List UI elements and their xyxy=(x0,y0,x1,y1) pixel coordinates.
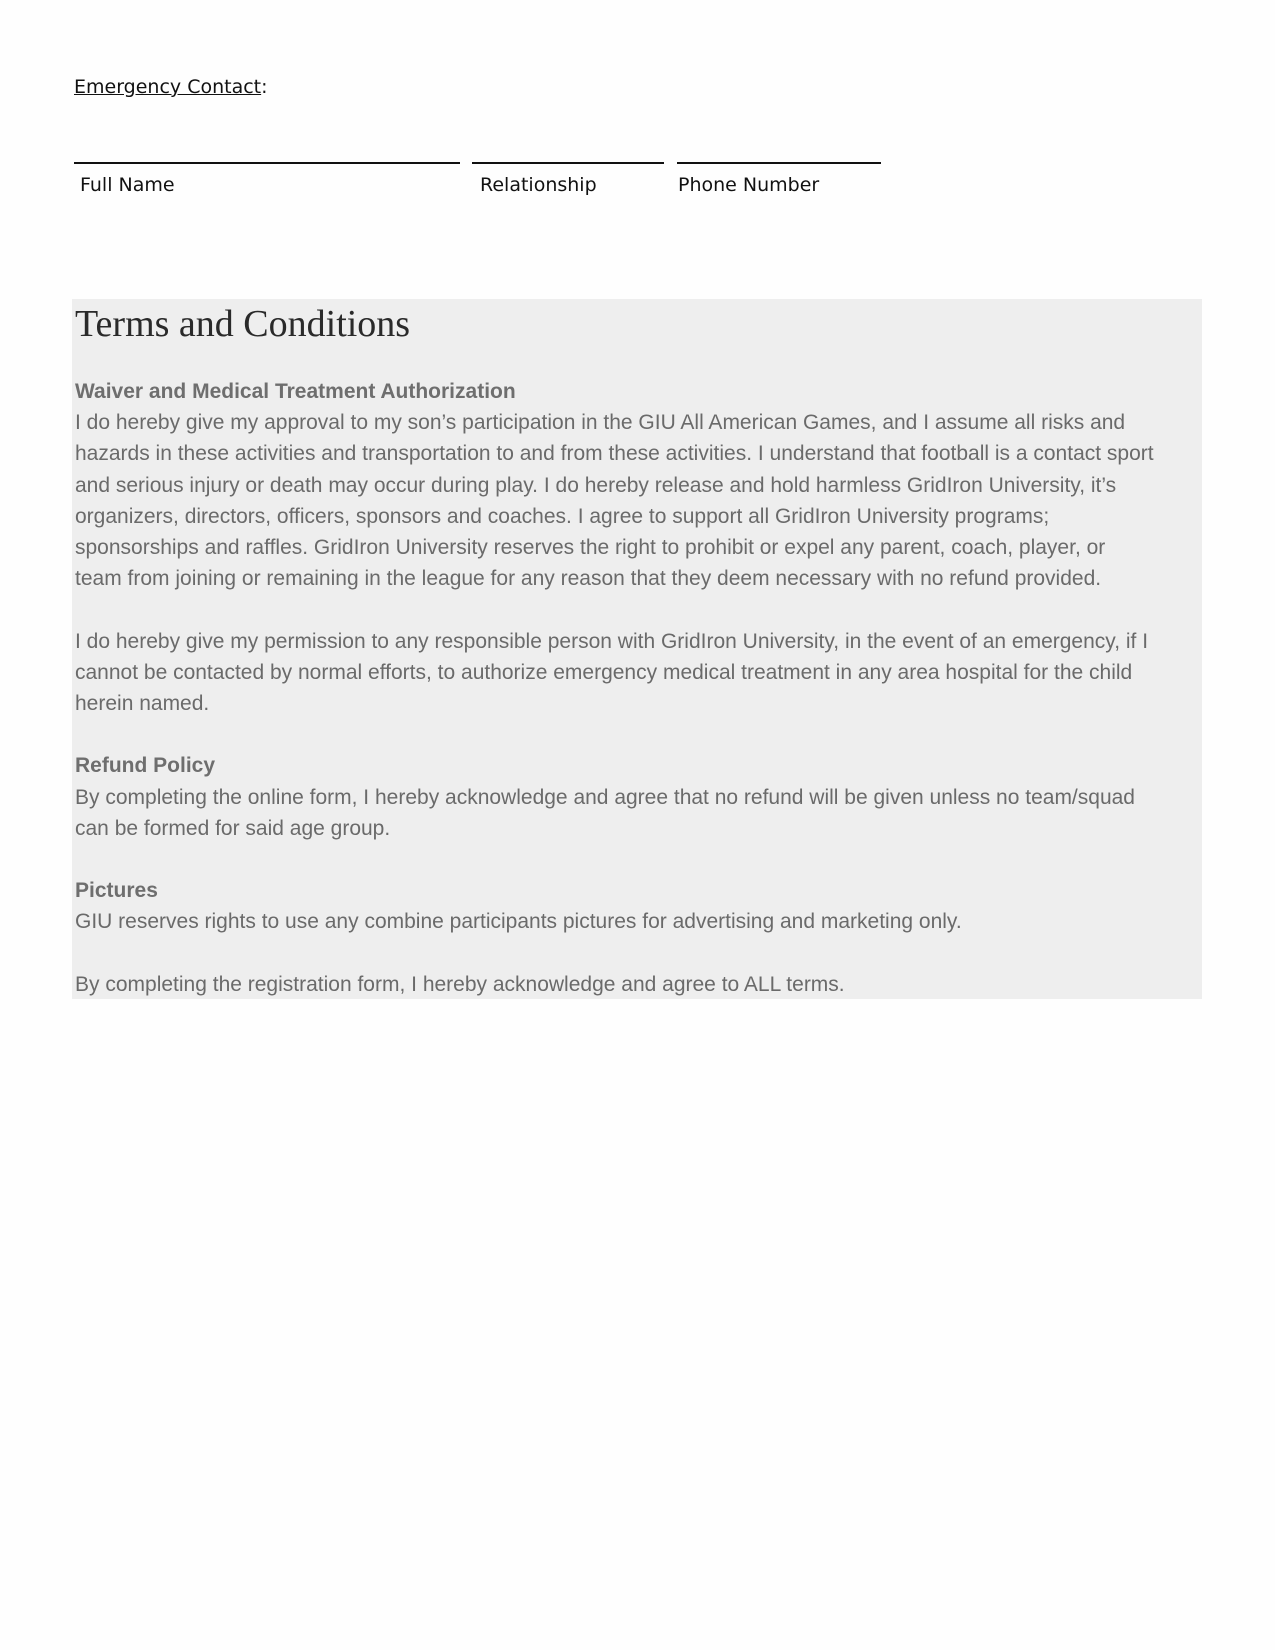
paragraph-gap xyxy=(75,594,1205,625)
permission-text-line: cannot be contacted by normal efforts, to authorize emergency medical treatment in any area hospital for the child xyxy=(75,660,1133,684)
phone-number-label: Phone Number xyxy=(678,174,820,196)
terms-body xyxy=(75,376,1205,1000)
phone-number-blank-line[interactable] xyxy=(677,162,881,164)
terms-section xyxy=(72,299,1202,999)
permission-text-line: herein named. xyxy=(75,692,210,716)
pictures-text-line: GIU reserves rights to use any combine participants pictures for advertising and marketing only. xyxy=(75,910,962,934)
waiver-text-line: I do hereby give my approval to my son’s participation in the GIU All American Games, and I assume all risks and xyxy=(75,411,1126,435)
waiver-text-line: sponsorships and raffles. GridIron University reserves the right to prohibit or expel any parent, coach, player, or xyxy=(75,536,1106,560)
paragraph-gap xyxy=(75,719,1205,750)
permission-text-line: I do hereby give my permission to any responsible person with GridIron University, in the event of an emergency, if I xyxy=(75,629,1149,653)
paragraph-gap xyxy=(75,844,1205,875)
waiver-text-line: team from joining or remaining in the league for any reason that they deem necessary with no refund provided. xyxy=(75,567,1102,591)
emergency-contact-label: Emergency Contact: xyxy=(74,76,268,98)
refund-text-line: can be formed for said age group. xyxy=(75,816,391,840)
refund-heading: Refund Policy xyxy=(75,754,216,778)
waiver-heading: Waiver and Medical Treatment Authorization xyxy=(75,380,516,403)
pictures-heading: Pictures xyxy=(75,879,158,903)
paragraph-gap xyxy=(75,938,1205,969)
waiver-text-line: hazards in these activities and transportation to and from these activities. I understand that football is a contact sport xyxy=(75,442,1154,466)
terms-title: Terms and Conditions xyxy=(75,303,411,345)
agreement-text-line: By completing the registration form, I hereby acknowledge and agree to ALL terms. xyxy=(75,972,845,996)
relationship-blank-line[interactable] xyxy=(472,162,664,164)
waiver-text-line: organizers, directors, officers, sponsors and coaches. I agree to support all GridIron University programs; xyxy=(75,504,1050,528)
relationship-label: Relationship xyxy=(480,174,597,196)
refund-text-line: By completing the online form, I hereby acknowledge and agree that no refund will be given unless no team/squad xyxy=(75,785,1135,809)
waiver-text-line: and serious injury or death may occur during play. I do hereby release and hold harmless GridIron University, it’s xyxy=(75,473,1117,497)
full-name-label: Full Name xyxy=(80,174,175,196)
full-name-blank-line[interactable] xyxy=(74,162,460,164)
